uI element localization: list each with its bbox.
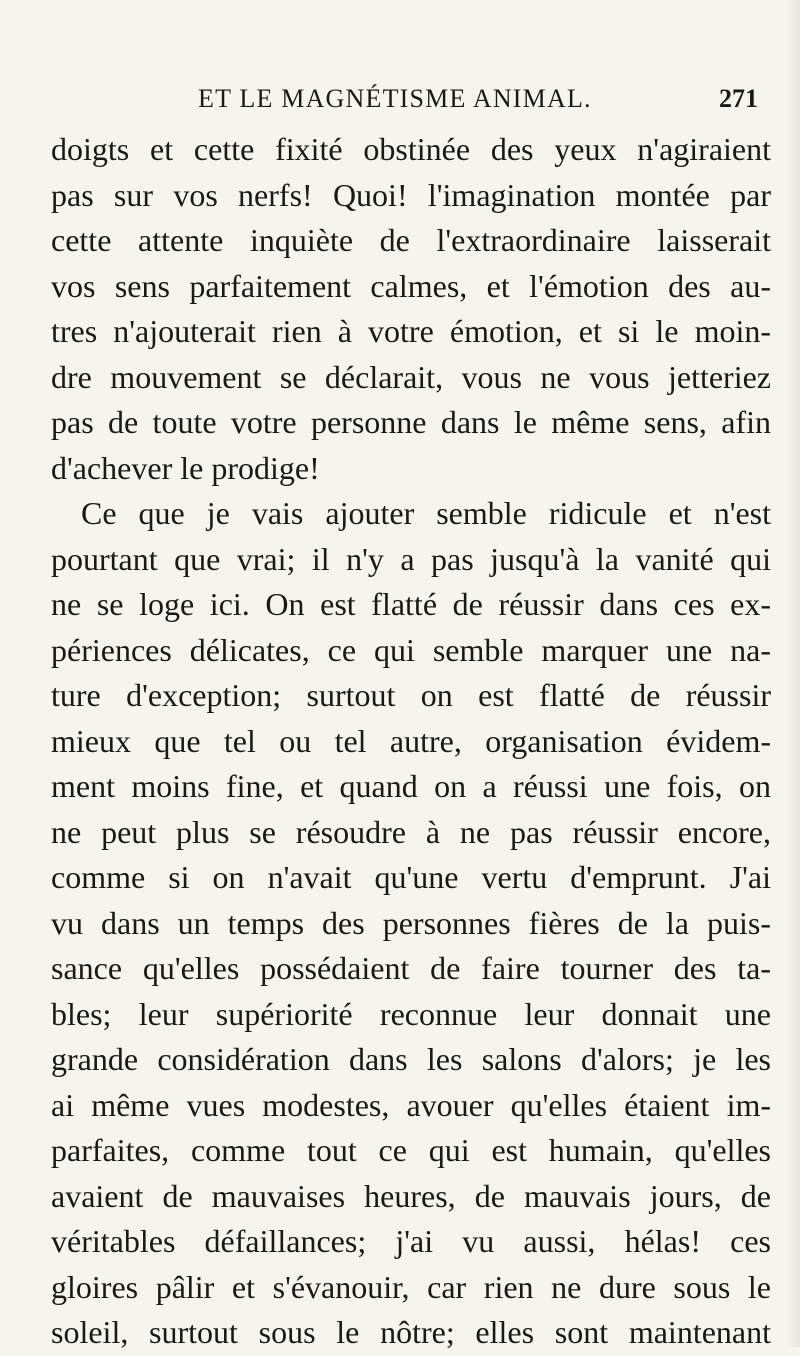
text-line: vu dans un temps des personnes fières de la puis- <box>51 904 771 941</box>
text-line: gloires pâlir et s'évanouir, car rien ne dure sous le <box>51 1268 771 1305</box>
text-line: comme si on n'avait qu'une vertu d'emprunt. J'ai <box>51 859 771 895</box>
paragraph-end-line: d'achever le prodige! <box>51 449 320 486</box>
text-line: mieux que tel ou tel autre, organisation évidem- <box>51 722 771 759</box>
running-title: ET LE MAGNÉTISME ANIMAL. <box>198 84 592 113</box>
text-line: ne se loge ici. On est flatté de réussir dans ces ex- <box>51 586 771 622</box>
text-line: ture d'exception; surtout on est flatté de réussir <box>51 677 771 713</box>
text-line: ai même vues modestes, avouer qu'elles étaient im- <box>51 1086 771 1123</box>
text-line: pourtant que vrai; il n'y a pas jusqu'à la vanité qui <box>51 540 771 577</box>
text-line: cette attente inquiète de l'extraordinaire laisserait <box>51 222 771 258</box>
text-line: pas sur vos nerfs! Quoi! l'imagination montée par <box>51 176 771 213</box>
text-line: vos sens parfaitement calmes, et l'émotion des au- <box>51 267 771 304</box>
text-line: périences délicates, ce qui semble marquer une na- <box>51 631 771 668</box>
text-line: grande considération dans les salons d'alors; je les <box>51 1041 771 1077</box>
text-line: tres n'ajouterait rien à votre émotion, et si le moin- <box>51 313 771 349</box>
text-line: soleil, surtout sous le nôtre; elles sont maintenant <box>51 1314 771 1350</box>
text-line: avaient de mauvaises heures, de mauvais jours, de <box>51 1177 771 1214</box>
text-line: véritables défaillances; j'ai vu aussi, hélas! ces <box>51 1223 771 1259</box>
text-line: ment moins fine, et quand on a réussi une fois, on <box>51 768 771 804</box>
text-line: doigts et cette fixité obstinée des yeux n'agiraient <box>51 131 771 167</box>
paragraph-start-line: Ce que je vais ajouter semble ridicule et n'est <box>81 495 771 531</box>
text-line: ne peut plus se résoudre à ne pas réussir encore, <box>51 813 771 850</box>
running-head <box>0 84 800 120</box>
text-line: pas de toute votre personne dans le même sens, afin <box>51 404 771 440</box>
text-line: dre mouvement se déclarait, vous ne vous jetteriez <box>51 358 771 395</box>
text-line: bles; leur supériorité reconnue leur donnait une <box>51 995 771 1032</box>
text-line: parfaites, comme tout ce qui est humain, qu'elles <box>51 1132 771 1168</box>
page-number: 271 <box>719 84 758 113</box>
body-text <box>51 127 771 1356</box>
page-edge-shadow <box>786 0 800 1347</box>
text-line: sance qu'elles possédaient de faire tourner des ta- <box>51 950 771 986</box>
